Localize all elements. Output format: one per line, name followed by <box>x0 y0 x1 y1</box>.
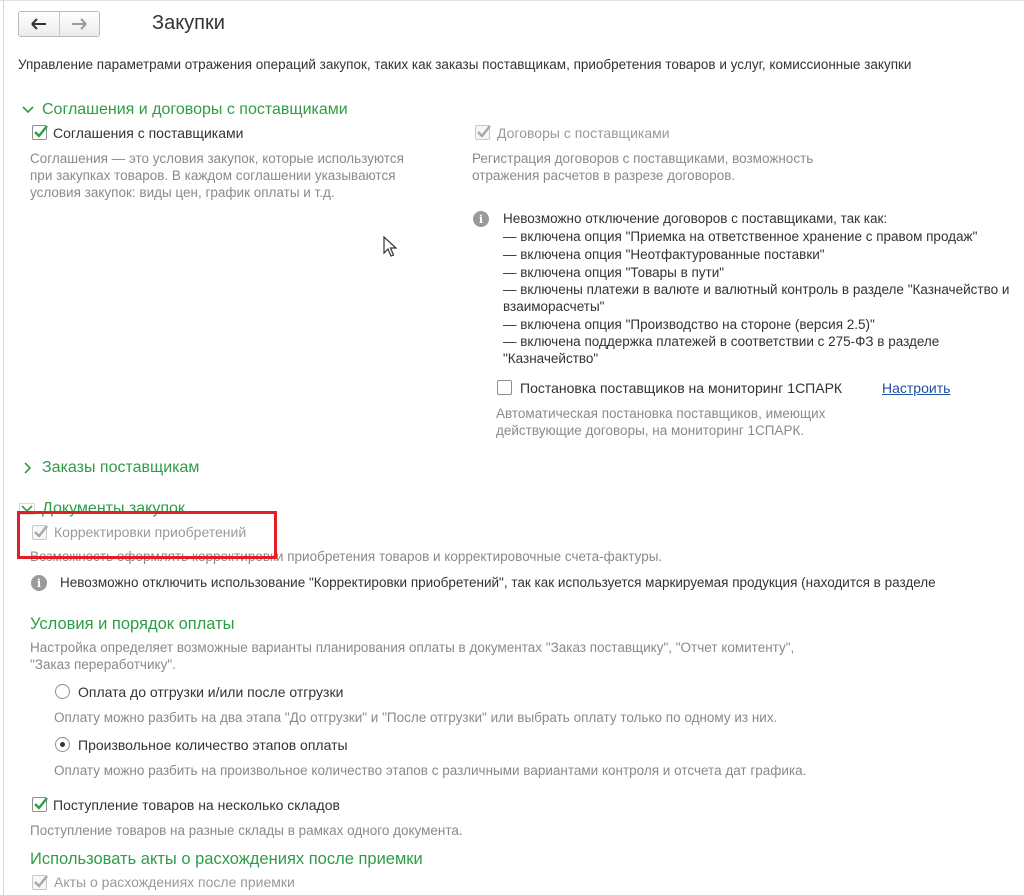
info-icon: i <box>31 575 47 591</box>
contracts-info-line-1: Невозможно отключение договоров с поставщиками, так как: <box>503 211 888 226</box>
payment-desc-1: Настройка определяет возможные варианты планирования оплаты в документах "Заказ поставщику", "Отчет комитенту", <box>30 640 795 655</box>
page-description: Управление параметрами отражения операций закупок, таких как заказы поставщикам, приобретения товаров и услуг, комиссионные закупки <box>18 57 912 72</box>
payment-option-arbitrary-desc: Оплату можно разбить на произвольное количество этапов с различными вариантами контроля и отсчета дат графика. <box>54 763 807 778</box>
monitoring-label[interactable]: Постановка поставщиков на мониторинг 1СПАРК <box>520 380 843 396</box>
monitoring-checkbox[interactable] <box>497 380 512 395</box>
monitoring-desc-1: Автоматическая постановка поставщиков, имеющих <box>496 406 826 421</box>
payment-option-before-after-radio[interactable] <box>55 684 70 699</box>
contracts-checkbox[interactable] <box>475 125 490 140</box>
acts-checkbox[interactable] <box>32 875 47 890</box>
acts-title: Использовать акты о расхождениях после приемки <box>30 850 423 868</box>
payment-title: Условия и порядок оплаты <box>30 615 235 633</box>
warehouses-checkbox[interactable] <box>32 797 47 812</box>
contracts-info-line-2: — включена опция "Приемка на ответственное хранение с правом продаж" <box>503 229 978 244</box>
contracts-info-line-6: взаиморасчеты" <box>503 299 605 314</box>
forward-button[interactable] <box>59 12 100 36</box>
warehouses-desc: Поступление товаров на разные склады в рамках одного документа. <box>30 823 463 838</box>
chevron-down-icon <box>22 105 34 115</box>
payment-option-before-after-label[interactable]: Оплата до отгрузки и/или после отгрузки <box>78 684 344 700</box>
payment-desc-2: "Заказ переработчику". <box>30 657 176 672</box>
section-documents-title: Документы закупок <box>42 500 185 517</box>
info-icon: i <box>473 211 489 227</box>
warehouses-label[interactable]: Поступление товаров на несколько складов <box>53 797 340 813</box>
payment-option-arbitrary-label[interactable]: Произвольное количество этапов оплаты <box>78 737 348 753</box>
agreements-desc-1: Соглашения — это условия закупок, которые используются <box>30 151 404 166</box>
corrections-label: Корректировки приобретений <box>54 524 247 540</box>
corrections-desc: Возможность оформлять корректировки приобретения товаров и корректировочные счета-фактуры. <box>30 549 663 564</box>
agreements-label[interactable]: Соглашения с поставщиками <box>53 125 244 141</box>
navigation-buttons <box>18 11 100 37</box>
section-orders-title: Заказы поставщикам <box>42 459 200 476</box>
back-button[interactable] <box>19 12 59 36</box>
monitoring-desc-2: действующие договоры, на мониторинг 1СПАРК. <box>496 423 805 438</box>
contracts-info-line-4: — включена опция "Товары в пути" <box>503 265 725 280</box>
contracts-info-line-3: — включена опция "Неотфактурованные поставки" <box>503 247 825 262</box>
arrow-left-icon <box>31 18 47 30</box>
section-agreements-title: Соглашения и договоры с поставщиками <box>42 101 348 118</box>
acts-label: Акты о расхождениях после приемки <box>54 874 295 890</box>
contracts-info-line-8: — включена поддержка платежей в соответствии с 275-ФЗ в разделе <box>503 334 940 349</box>
contracts-desc-1: Регистрация договоров с поставщиками, возможность <box>472 151 814 166</box>
contracts-info-line-7: — включена опция "Производство на стороне (версия 2.5)" <box>503 317 875 332</box>
arrow-right-icon <box>71 18 87 30</box>
checkmark-icon <box>33 796 49 812</box>
contracts-info-line-9: "Казначейство" <box>503 351 599 366</box>
payment-option-arbitrary-radio[interactable] <box>55 737 70 752</box>
configure-link[interactable]: Настроить <box>882 380 951 396</box>
agreements-desc-3: условия закупок: виды цен, график оплаты и т.д. <box>30 185 335 200</box>
left-divider <box>3 0 4 895</box>
radio-selected-dot <box>60 742 65 747</box>
highlight-box <box>17 511 277 559</box>
checkmark-icon <box>33 874 49 890</box>
checkmark-icon <box>476 124 492 140</box>
contracts-desc-2: отражения расчетов в разрезе договоров. <box>472 168 736 183</box>
agreements-checkbox[interactable] <box>32 125 47 140</box>
chevron-right-icon <box>23 462 33 474</box>
contracts-info-line-5: — включены платежи в валюте и валютный контроль в разделе "Казначейство и <box>503 282 1010 297</box>
top-divider <box>0 0 1024 1</box>
agreements-desc-2: при закупках товаров. В каждом соглашении указываются <box>30 168 396 183</box>
payment-option-before-after-desc: Оплату можно разбить на два этапа "До отгрузки" и "После отгрузки" или выбрать оплату только по одному из них. <box>54 710 778 725</box>
corrections-info: Невозможно отключить использование "Корректировки приобретений", так как используется маркируемая продукция (находится в разделе <box>60 575 936 590</box>
mouse-cursor-icon <box>383 236 397 258</box>
contracts-label: Договоры с поставщиками <box>497 125 670 141</box>
checkmark-icon <box>33 124 49 140</box>
page-title: Закупки <box>152 12 225 34</box>
